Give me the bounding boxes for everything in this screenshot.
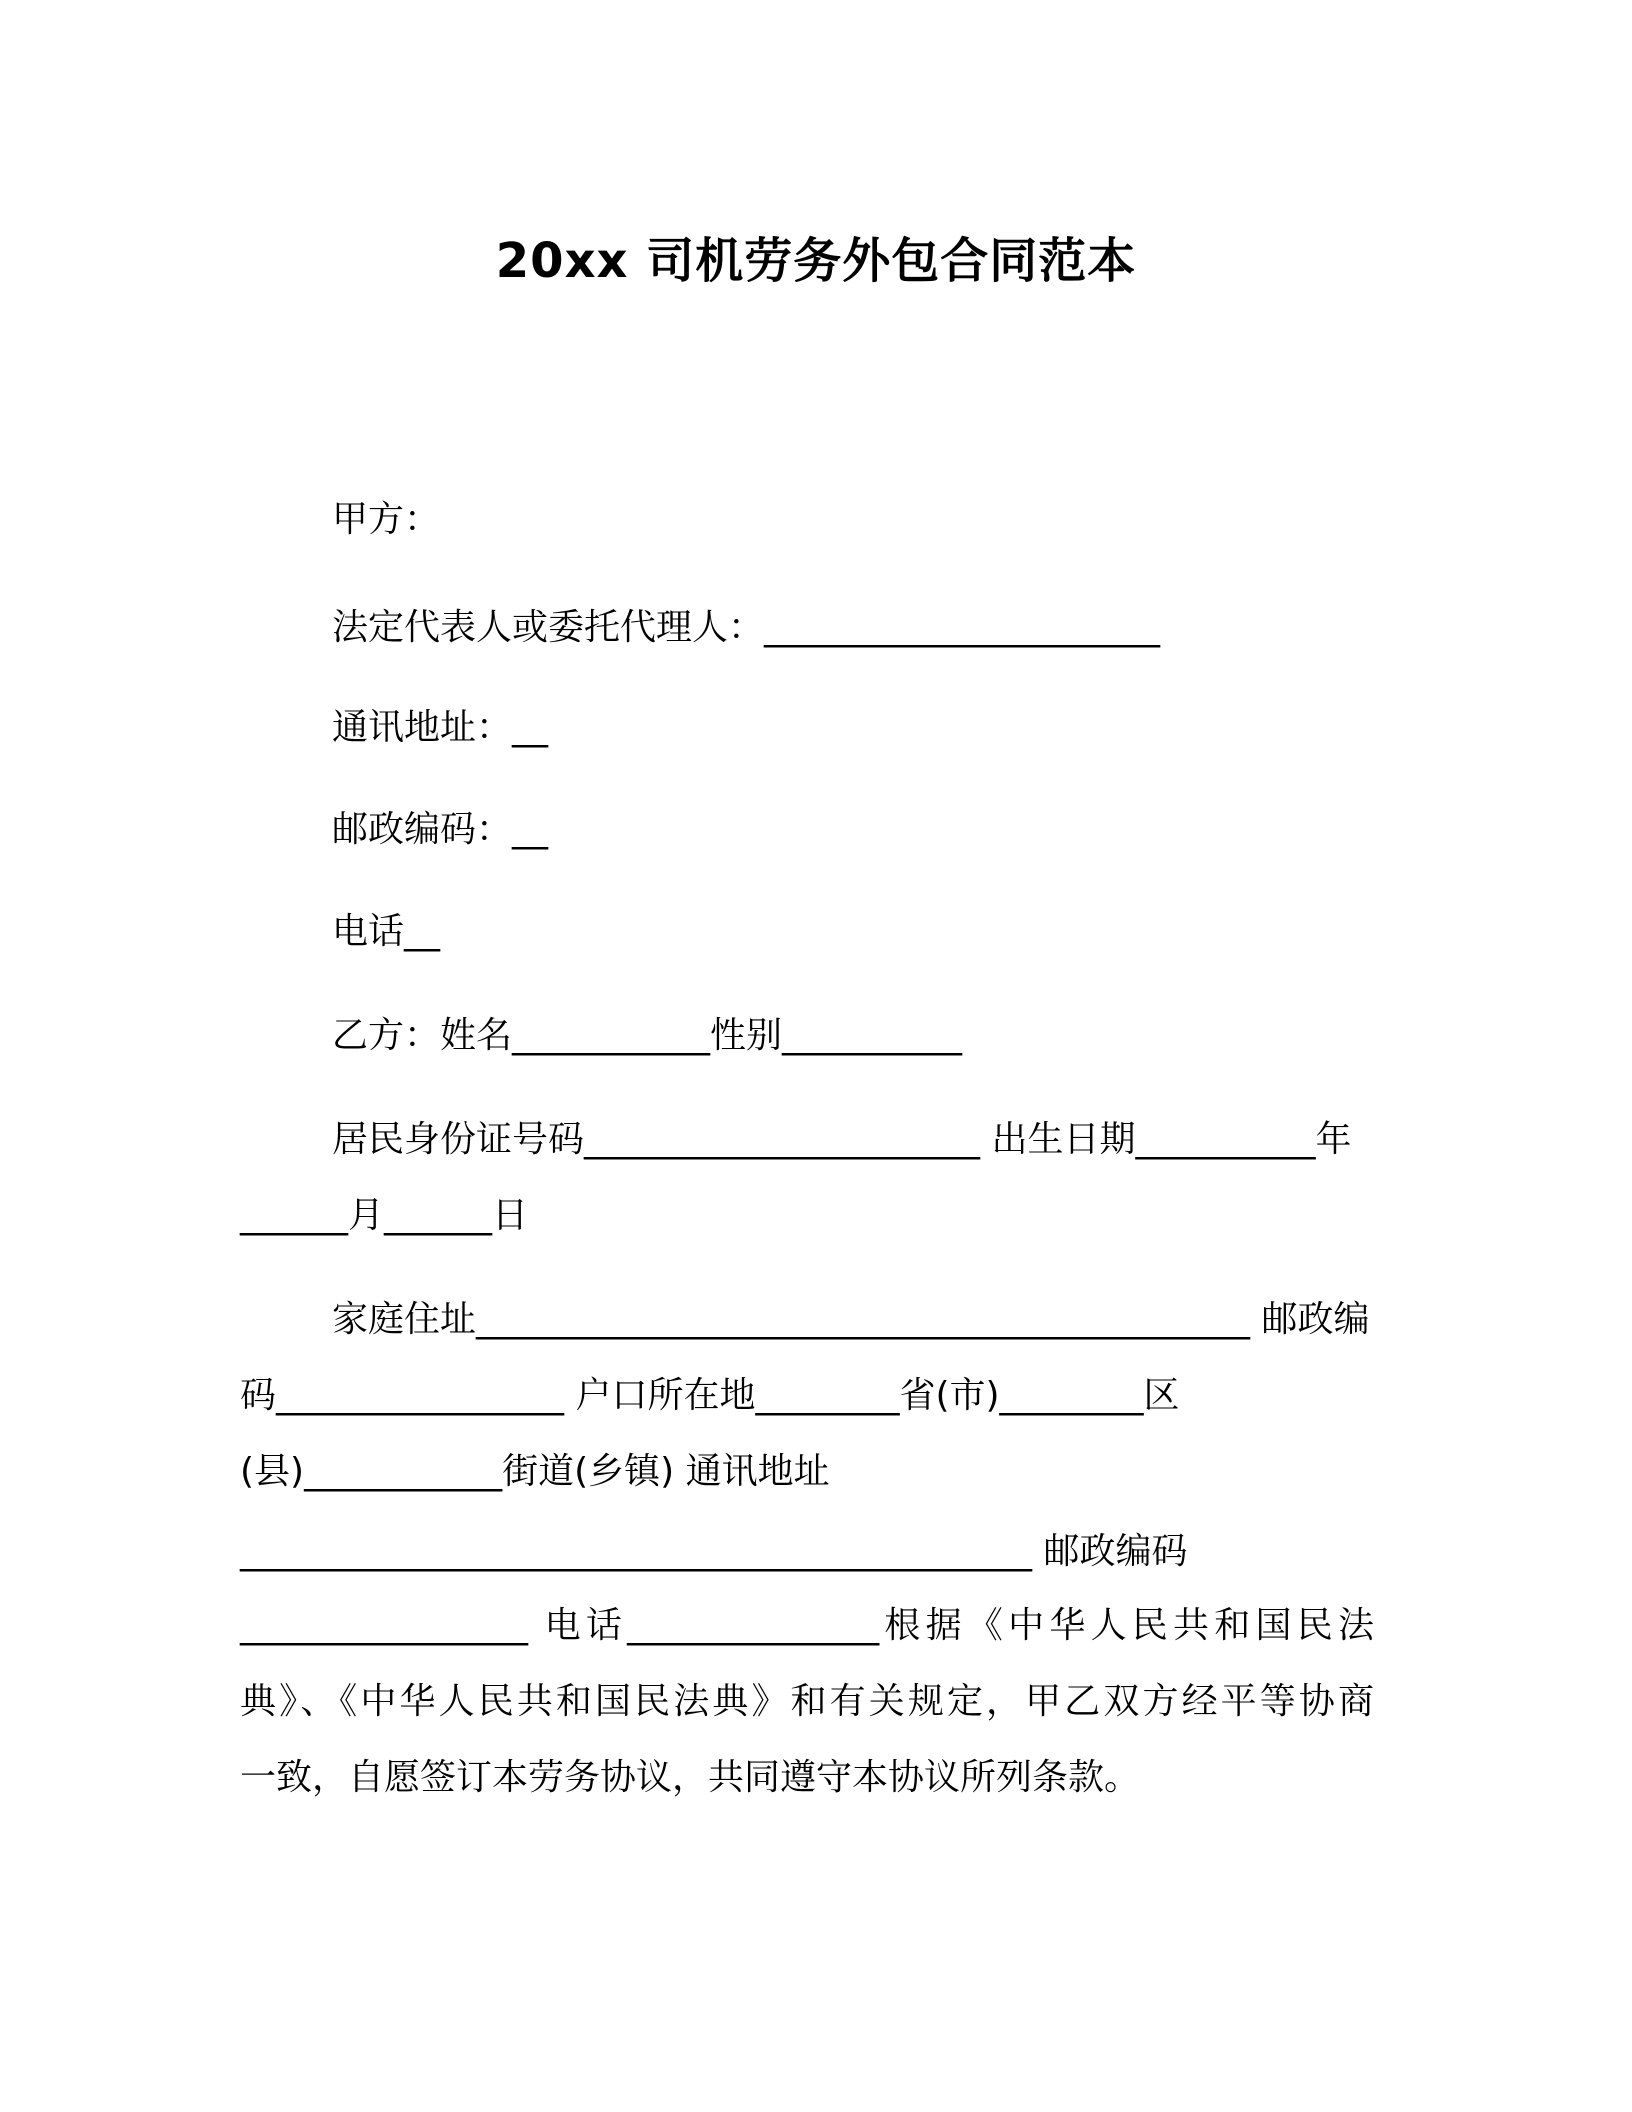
party-b-address-postal: ____________________________________________ 邮政编码 [240,1531,1188,1572]
party-b-county-address: (县)___________街道(乡镇) 通讯地址 [240,1451,830,1492]
party-b-name-gender: 乙方：姓名___________性别__________ [332,1015,963,1056]
party-a-label: 甲方： [332,499,441,540]
party-b-phone-legal-basis: ________________ 电话______________根据《中华人民共和国民法 [240,1605,1374,1646]
party-a-address: 通讯地址：__ [332,707,549,748]
party-b-id-birthdate: 居民身份证号码______________________ 出生日期__________年 [332,1119,1352,1160]
party-b-home-address: 家庭住址___________________________________________ 邮政编 [332,1299,1370,1340]
party-b-household-registration: 码________________ 户口所在地________省(市)________区 [240,1375,1180,1416]
legal-basis-continued: 典》、《中华人民共和国民法典》和有关规定，甲乙双方经平等协商 [240,1681,1374,1722]
party-a-postal-code: 邮政编码：__ [332,809,549,850]
party-a-phone: 电话__ [332,911,441,952]
party-b-birthdate-cont: ______月______日 [240,1195,529,1236]
agreement-statement: 一致，自愿签订本劳务协议，共同遵守本协议所列条款。 [240,1757,1141,1798]
document-title: 20xx 司机劳务外包合同范本 [495,233,1137,289]
party-a-representative: 法定代表人或委托代理人：______________________ [332,607,1161,648]
